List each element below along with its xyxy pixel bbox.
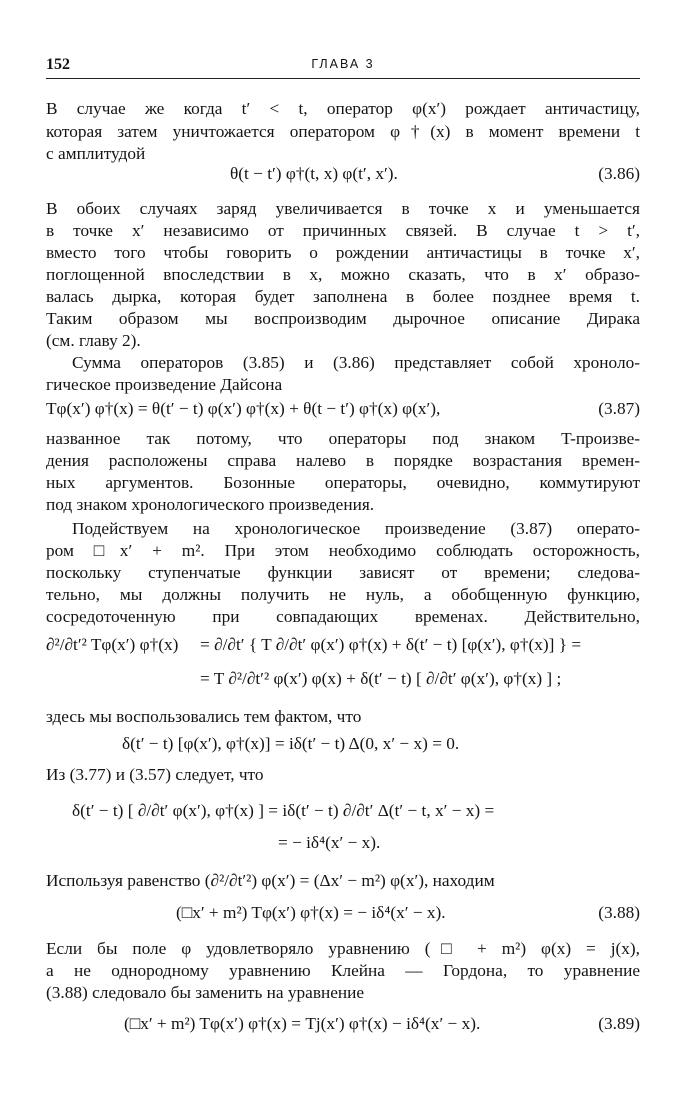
text-line: названное так потому, что операторы под знаком T-произве- [46, 429, 640, 448]
text-line: (см. главу 2). [46, 331, 141, 350]
equation-number: (3.88) [598, 903, 640, 922]
text-line: а не однородному уравнению Клейна — Гордона, то уравнение [46, 961, 640, 980]
page-header [46, 56, 640, 79]
text-line: Сумма операторов (3.85) и (3.86) представляет собой хроноло- [72, 353, 640, 372]
text-line: гическое произведение Дайсона [46, 375, 283, 394]
equation-c-line1: δ(t′ − t) [ ∂/∂t′ φ(x′), φ†(x) ] = iδ(t′ − t) ∂/∂t′ Δ(t′ − t, x′ − x) = [72, 801, 495, 820]
text-line: В случае же когда t′ < t, оператор φ(x′) рождает античастицу, [46, 99, 640, 118]
text-line: поглощенной впоследствии в x, можно сказать, что в x′ образо- [46, 265, 640, 284]
text-line: Таким образом мы воспроизводим дырочное описание Дирака [46, 309, 640, 328]
equation-3-88: (□x′ + m²) Tφ(x′) φ†(x) = − iδ⁴(x′ − x). [176, 903, 446, 922]
equation-number: (3.87) [598, 399, 640, 418]
equation-a-line1: = ∂/∂t′ { T ∂/∂t′ φ(x′) φ†(x) + δ(t′ − t) [φ(x′), φ†(x)] } = [200, 635, 582, 654]
text-line: поскольку ступенчатые функции зависят от времени; следова- [46, 563, 640, 582]
equation-3-89: (□x′ + m²) Tφ(x′) φ†(x) = Tj(x′) φ†(x) − iδ⁴(x′ − x). [124, 1014, 481, 1033]
equation-3-87: Tφ(x′) φ†(x) = θ(t′ − t) φ(x′) φ†(x) + θ(t − t′) φ†(x) φ(x′), [46, 399, 441, 418]
text-line: тельно, мы должны получить не нуль, а обобщенную функцию, [46, 585, 640, 604]
text-line: которая затем уничтожается оператором φ†(x) в момент времени t [46, 122, 640, 141]
equation-3-86: θ(t − t′) φ†(t, x) φ(t′, x′). [230, 164, 398, 183]
text-line: ных аргументов. Бозонные операторы, очевидно, коммутируют [46, 473, 640, 492]
text-line: сосредоточенную при совпадающих временах. Действительно, [46, 607, 640, 626]
text-line: дения расположены справа налево в порядке возрастания времен- [46, 451, 640, 470]
text-line: здесь мы воспользовались тем фактом, что [46, 707, 362, 726]
text-line: В обоих случаях заряд увеличивается в точке x и уменьшается [46, 199, 640, 218]
equation-b: δ(t′ − t) [φ(x′), φ†(x)] = iδ(t′ − t) Δ(0, x′ − x) = 0. [122, 734, 460, 753]
running-title: ГЛАВА 3 [311, 57, 375, 71]
text-line: валась дырка, которая будет заполнена в более позднее время t. [46, 287, 640, 306]
text-line: Из (3.77) и (3.57) следует, что [46, 765, 264, 784]
text-line: ром □x′ + m². При этом необходимо соблюдать осторожность, [46, 541, 640, 560]
equation-a-line2: = T ∂²/∂t′² φ(x′) φ(x) + δ(t′ − t) [ ∂/∂t′ φ(x′), φ†(x) ] ; [200, 669, 562, 688]
equation-a-lhs: ∂²/∂t′² Tφ(x′) φ†(x) [46, 635, 179, 654]
equation-number: (3.86) [598, 164, 640, 183]
text-line: Если бы поле φ удовлетворяло уравнению (□ + m²) φ(x) = j(x), [46, 939, 640, 958]
text-line: с амплитудой [46, 144, 146, 163]
text-line: в точке x′ независимо от причинных связей. В случае t > t′, [46, 221, 640, 240]
text-line: Используя равенство (∂²/∂t′²) φ(x′) = (Δx′ − m²) φ(x′), находим [46, 871, 495, 890]
text-line: под знаком хронологического произведения. [46, 495, 375, 514]
text-line: (3.88) следовало бы заменить на уравнение [46, 983, 365, 1002]
equation-c-line2: = − iδ⁴(x′ − x). [278, 833, 381, 852]
page-number: 152 [46, 56, 70, 73]
text-line: Подействуем на хронологическое произведение (3.87) операто- [72, 519, 640, 538]
text-line: вместо того чтобы говорить о рождении античастицы в точке x′, [46, 243, 640, 262]
equation-number: (3.89) [598, 1014, 640, 1033]
